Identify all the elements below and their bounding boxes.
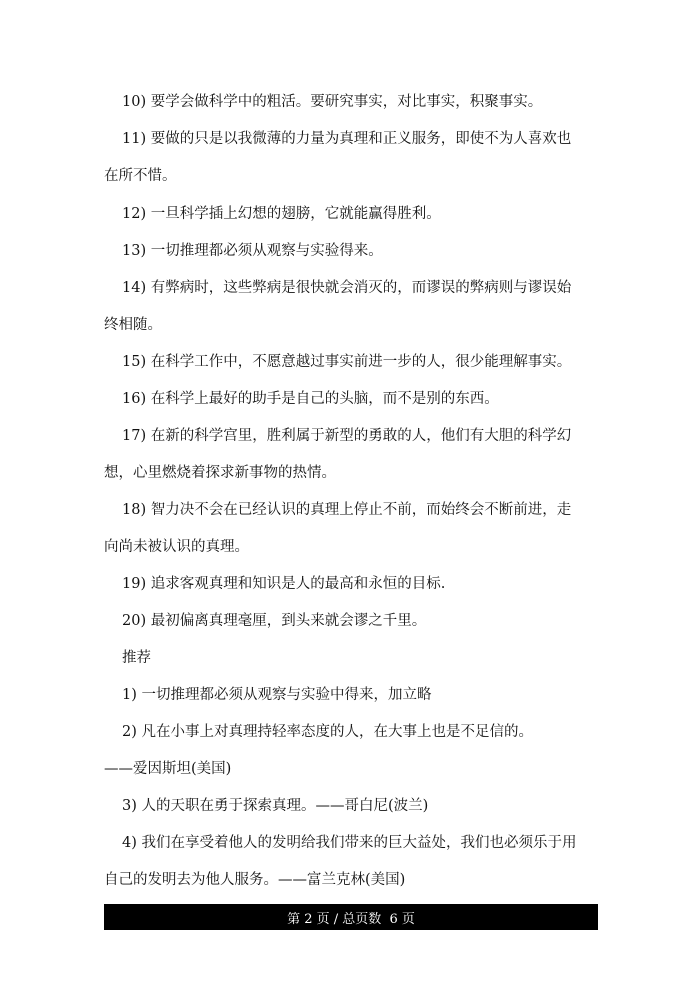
quote-16: 16) 在科学上最好的助手是自己的头脑，而不是别的东西。 (122, 391, 499, 407)
recommend-3: 3) 人的天职在勇于探索真理。——哥白尼(波兰) (122, 798, 429, 814)
quote-11-cont: 在所不惜。 (104, 168, 177, 184)
quote-10: 10) 要学会做科学中的粗活。要研究事实，对比事实，积聚事实。 (122, 94, 543, 110)
quote-12: 12) 一旦科学插上幻想的翅膀，它就能赢得胜利。 (122, 206, 441, 222)
quote-14: 14) 有弊病时，这些弊病是很快就会消灭的，而谬误的弊病则与谬误始 (122, 280, 572, 296)
recommend-4: 4) 我们在享受着他人的发明给我们带来的巨大益处，我们也必须乐于用 (122, 835, 577, 851)
quote-18: 18) 智力决不会在已经认识的真理上停止不前，而始终会不断前进，走 (122, 502, 572, 518)
quote-17: 17) 在新的科学宫里，胜利属于新型的勇敢的人，他们有大胆的科学幻 (122, 428, 572, 444)
quote-18-cont: 向尚未被认识的真理。 (104, 539, 249, 555)
quote-15: 15) 在科学工作中，不愿意越过事实前进一步的人，很少能理解事实。 (122, 354, 572, 370)
recommend-1: 1) 一切推理都必须从观察与实验中得来，加立略 (122, 687, 432, 703)
quote-14-cont: 终相随。 (104, 317, 162, 333)
quote-17-cont: 想，心里燃烧着探求新事物的热情。 (104, 465, 336, 481)
recommend-2: 2) 凡在小事上对真理持轻率态度的人，在大事上也是不足信的。 (122, 724, 533, 740)
quote-11: 11) 要做的只是以我微薄的力量为真理和正义服务，即使不为人喜欢也 (122, 131, 572, 147)
recommend-4-cont: 自己的发明去为他人服务。——富兰克林(美国) (104, 872, 406, 888)
section-heading-recommend: 推荐 (122, 650, 151, 666)
page-number: 第 2 页 / 总页数 6 页 (287, 911, 415, 927)
quote-19: 19) 追求客观真理和知识是人的最高和永恒的目标. (122, 576, 446, 592)
quote-20: 20) 最初偏离真理毫厘，到头来就会谬之千里。 (122, 613, 427, 629)
quote-13: 13) 一切推理都必须从观察与实验得来。 (122, 243, 383, 259)
page-footer (104, 904, 598, 930)
recommend-2-attribution: ——爱因斯坦(美国) (104, 761, 232, 777)
